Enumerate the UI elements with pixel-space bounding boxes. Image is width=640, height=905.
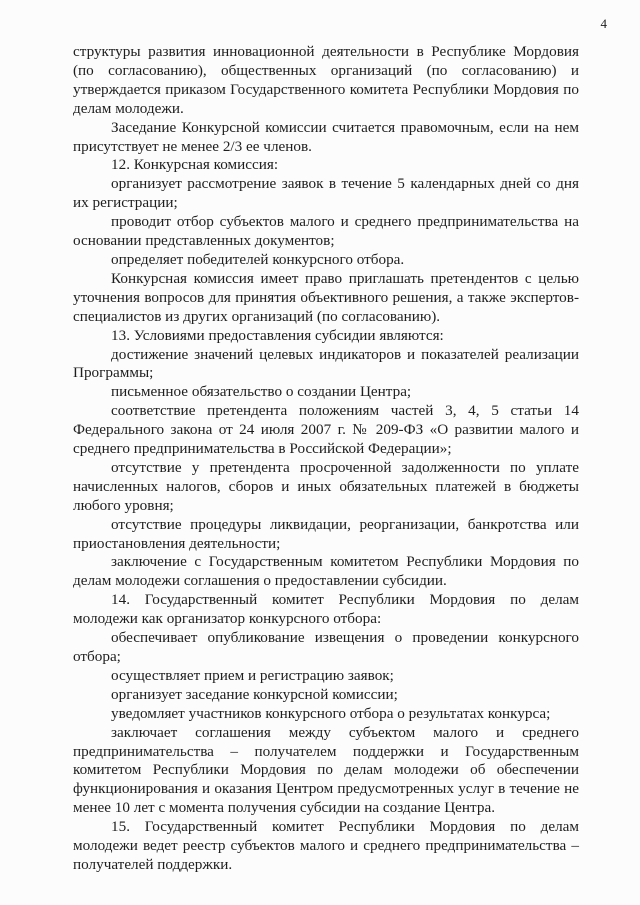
page-number: 4	[600, 16, 607, 31]
paragraph-publish-notice: обеспечивает опубликование извещения о проведении конкурсного отбора;	[73, 629, 579, 665]
paragraph-winners: определяет победителей конкурсного отбора.	[111, 250, 405, 268]
paragraph-conclude-agreements: заключает соглашения между субъектом малого и среднего предпринимательства – получателем поддержки и Государственным комитетом Республики Мордовия по делам молодежи об обеспечении функционирования и оказания Центром предусмотренных услуг в течение не менее 10 лет с момента получения субсидии на создание Центра.	[73, 723, 579, 817]
paragraph-notify-participants: уведомляет участников конкурсного отбора о результатах конкурса;	[111, 704, 551, 722]
paragraph-written-obligation: письменное обязательство о создании Центра;	[111, 383, 412, 401]
paragraph-section-15: 15. Государственный комитет Республики Мордовия по делам молодежи ведет реестр субъектов малого и среднего предпринимательства – получателей поддержки.	[73, 818, 579, 873]
paragraph-no-liquidation: отсутствие процедуры ликвидации, реорганизации, банкротства или приостановления деятельности;	[73, 515, 579, 552]
paragraph-selection: проводит отбор субъектов малого и среднего предпринимательства на основании представленных документов;	[73, 213, 579, 250]
paragraph-section-14: 14. Государственный комитет Республики Мордовия по делам молодежи как организатор конкурсного отбора:	[73, 591, 579, 628]
paragraph-law-compliance: соответствие претендента положениям частей 3, 4, 5 статьи 14 Федерального закона от 24 июля 2007 г. № 209-ФЗ «О развитии малого и среднего предпринимательства в Российской Федерации»;	[73, 402, 579, 458]
paragraph-accept-applications: осуществляет прием и регистрацию заявок;	[111, 666, 394, 684]
paragraph-organize-meeting: организует заседание конкурсной комиссии;	[111, 685, 398, 703]
paragraph-agreement: заключение с Государственным комитетом Республики Мордовия по делам молодежи соглашения о предоставлении субсидии.	[73, 553, 579, 590]
paragraph-indicators: достижение значений целевых индикаторов и показателей реализации Программы;	[73, 345, 579, 382]
paragraph-commission-composition: структуры развития инновационной деятельности в Республике Мордовия (по согласованию), общественных организаций (по согласованию) и утверждается приказом Государственного комитета Республики Мордовия по делам молодежи.	[73, 43, 579, 117]
paragraph-invite-experts: Конкурсная комиссия имеет право приглашать претендентов с целью уточнения вопросов для принятия объективного решения, а также экспертов-специалистов из других организаций (по согласованию).	[73, 269, 579, 325]
paragraph-no-debt: отсутствие у претендента просроченной задолженности по уплате начисленных налогов, сборов и иных обязательных платежей в бюджеты любого уровня;	[73, 458, 579, 514]
document-body	[73, 43, 579, 875]
paragraph-section-12: 12. Конкурсная комиссия:	[111, 156, 279, 174]
paragraph-quorum: Заседание Конкурсной комиссии считается правомочным, если на нем присутствует не менее 2/3 ее членов.	[73, 118, 579, 155]
paragraph-section-13: 13. Условиями предоставления субсидии являются:	[111, 326, 444, 344]
paragraph-review-applications: организует рассмотрение заявок в течение 5 календарных дней со дня их регистрации;	[73, 175, 579, 212]
